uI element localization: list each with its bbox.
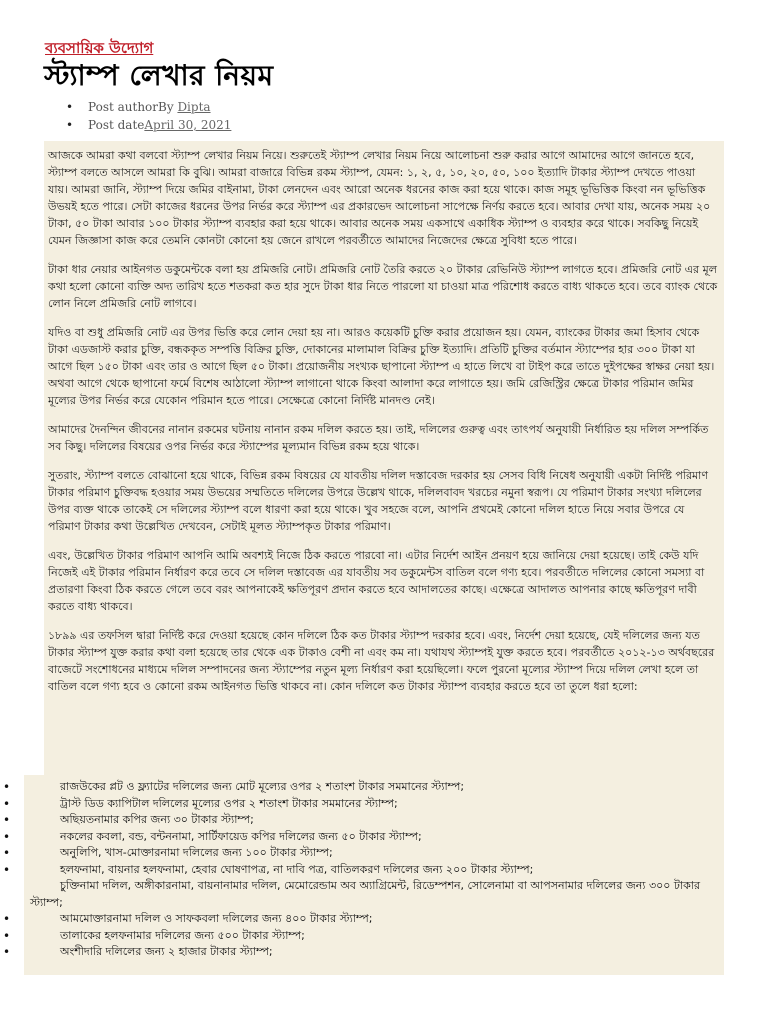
list-item — [0, 779, 724, 796]
bullet-icon: • — [3, 780, 11, 794]
list-item-text: রাজউকের প্লট ও ফ্ল্যাটের দলিলের জন্য মোট মূল্যের ওপর ২ শতাংশ টাকার সমমানের স্ট্যাম্প; — [60, 780, 465, 793]
stamp-list-section — [0, 775, 724, 975]
article-paragraph: ১৮৯৯ এর তফসিল দ্বারা নির্দিষ্ট করে দেওয়া হয়েছে কোন দলিলে ঠিক কত টাকার স্ট্যাম্প দরকার হবে। এবং, নির্দেশ দেয়া হয়েছে, যেই দলিলের জন্য যত টাকার স্ট্যাম্প যুক্ত করার কথা বলা হয়েছে তার থেকে এক টাকাও বেশী না এবং কম না। যথাযথ স্ট্যাম্পই যুক্ত করতে হবে। পরবর্তীতে ২০১২-১৩ অর্থবছরের বাজেটে সংশোধনের মাধ্যমে দলিল সম্পাদনের জন্য স্ট্যাম্পের নতুন মূল্য নির্ধারণ করা হয়েছিলো। ফলে পুরনো মূল্যের স্ট্যাম্প দিয়ে দলিল লেখা হলে তা বাতিল বলে গণ্য হবে ও কোনো রকম আইনগত ভিত্তি থাকবে না। কোন দলিলে কত টাকার স্ট্যাম্প ব্যবহার করতে হবে তা তুলে ধরা হলো: — [48, 629, 715, 693]
list-item — [0, 796, 724, 813]
article-paragraph: এবং, উল্লেখিত টাকার পরিমাণ আপনি আমি অবশ্যই নিজে ঠিক করতে পারবো না। এটার নির্দেশ আইন প্রনয়ণ হয়ে জানিয়ে দেয়া হয়েছে। তাই কেউ যদি নিজেই এই টাকার পরিমান নির্ধারণ করে তবে সে দলিল দস্তাবেজ এর যাবতীয় সব ডকুমেন্টস বাতিল বলে গণ্য হবে। পরবর্তীতে দলিলের কোনো সমস্যা বা প্রতারণা কিংবা ঠিক করতে গেলে তবে বরং আপনাকেই ক্ষতিপূরণ প্রদান করতে হবে আদালতের কাছে। এক্ষেত্রে আদালত আপনার কাছে ক্ষতিপূরণ দাবী করতে বাধ্য থাকবে। — [48, 549, 705, 613]
list-item — [0, 845, 724, 862]
list-item — [0, 911, 724, 928]
list-item — [0, 862, 724, 879]
list-item-text: নকলের কবলা, বন্ড, বন্টননামা, সার্টিফায়েড কপির দলিলের জন্য ৫০ টাকার স্ট্যাম্প; — [60, 829, 422, 843]
post-author-label: Post author — [88, 100, 159, 114]
list-item — [0, 812, 724, 829]
category-link[interactable]: ব্যবসায়িক উদ্যোগ — [45, 39, 154, 57]
stamp-list — [0, 779, 724, 961]
bullet-icon: • — [3, 862, 11, 877]
list-item-text: তালাকের হলফনামার দলিলের জন্য ৫০০ টাকার স্ট্যাম্প; — [60, 928, 305, 942]
post-author-by: By — [158, 100, 178, 114]
list-item-text: অনুলিপি, খাস-মোক্তারনামা দলিলের জন্য ১০০ টাকার স্ট্যাম্প; — [60, 846, 333, 859]
list-item-text: হলফনামা, বায়নার হলফনামা, হেবার ঘোষণাপত্র, না দাবি পত্র, বাতিলকরণ দলিলের জন্য ২০০ টাকার স্ট্যাম্প; — [60, 862, 534, 876]
list-item-text: ট্রাস্ট ডিড ক্যাপিটাল দলিলের মূল্যের ওপর ২ শতাংশ টাকার সমমানের স্ট্যাম্প; — [60, 796, 398, 810]
article-paragraph: সুতরাং, স্ট্যাম্প বলতে বোঝানো হয়ে থাকে, বিভিন্ন রকম বিষয়ের যে যাবতীয় দলিল দস্তাবেজ দরকার হয় সেসব বিধি নিষেধ অনুযায়ী একটা নির্দিষ্ট পরিমাণ টাকার পরিমাণ চুক্তিবদ্ধ হওয়ার সময় উভয়ের সম্মতিতে দলিলের উপরে উল্লেখ থাকে, দলিলবাবদ খরচের নমুনা স্বরূপ। যে পরিমাণ টাকার সংখ্যা দলিলের উপর ব্যক্ত থাকে তাকেই সে দলিলের স্ট্যাম্প বলে ধারণা করা হয়ে থাকে। খুব সহজে বলে, আপনি প্রথমেই কোনো দলিল হাতে নিয়ে সবার উপরে যে পরিমাণ টাকার কথা উল্লেখিত দেখবেন, সেটাই মূলত স্ট্যাম্পকৃত টাকার পরিমাণ। — [48, 469, 708, 533]
post-date-label: Post date — [88, 118, 145, 132]
bullet-icon: • — [3, 829, 11, 844]
list-item-text: চুক্তিনামা দলিল, অঙ্গীকারনামা, বায়নানামার দলিল, মেমোরেন্ডাম অব অ্যাগ্রিমেন্ট, রিডেম্পশন, সোলেনামা বা আপসনামার দলিলের জন্য ৩০০ টাকার স্ট্যাম্প; — [30, 879, 701, 909]
list-item — [0, 878, 724, 911]
post-date — [66, 116, 231, 134]
list-item — [0, 928, 724, 945]
article-body — [44, 141, 724, 777]
article-paragraph: যদিও বা শুধু প্রমিজরি নোট এর উপর ভিত্তি করে লোন দেয়া হয় না। আরও কয়েকটি চুক্তি করার প্রয়োজন হয়। যেমন, ব্যাংকের টাকার জমা হিসাব থেকে টাকা এডজাস্ট করার চুক্তি, বন্ধককৃত সম্পত্তি বিক্রির চুক্তি, দোকানের মালামাল বিক্রির চুক্তি ইত্যাদি। প্রতিটি চুক্তির বর্তমান স্ট্যাম্পের হার ৩০০ টাকা যা আগে ছিল ১৫০ টাকা এবং তার ও আগে ছিল ৫০ টাকা। প্রয়োজনীয় সংখ্যক ছাপানো স্ট্যাম্প এ হাতে লিখে বা টাইপ করে তাতে দুইপক্ষের স্বাক্ষর নেয়া হয়। অথবা আগে থেকে ছাপানো ফর্মে বিশেষ আঠালো স্ট্যাম্প লাগানো থাকে কিংবা আলাদা করে লাগাতে হয়। জমি রেজিস্ট্রির ক্ষেত্রে টাকার পরিমান জমির মূল্যের উপর নির্ভর করে যেকোন পরিমান হতে পারে। সেক্ষেত্রে কোনো নির্দিষ্ট মানদণ্ড নেই। — [48, 326, 715, 407]
bullet-icon: • — [3, 796, 11, 811]
bullet-icon: • — [3, 813, 11, 827]
list-item — [0, 829, 724, 846]
post-author — [66, 98, 231, 116]
post-meta — [66, 98, 231, 134]
bullet-icon: • — [3, 945, 11, 959]
date-link[interactable]: April 30, 2021 — [144, 118, 232, 132]
bullet-icon: • — [3, 928, 11, 943]
article-paragraph: টাকা ধার নেয়ার আইনগত ডকুমেন্টকে বলা হয় প্রমিজরি নোট। প্রমিজরি নোট তৈরি করতে ২০ টাকার রেভিনিউ স্ট্যাম্প লাগতে হবে। প্রমিজরি নোট এর মূল কথা হলো কোনো ব্যক্তি অদ্য তারিখ হতে শতকরা কত হার সুদে টাকা ধার নিতে পারলো যা চাওয়া মাত্র পরিশোধ করতে বাধ্য থাকতে হবে। তবে ব্যাংক থেকে লোন নিলে প্রমিজরি নোট লাগবে। — [48, 263, 718, 310]
author-link[interactable]: Dipta — [177, 100, 211, 114]
bullet-icon: • — [3, 912, 11, 926]
article-paragraph: আজকে আমরা কথা বলবো স্ট্যাম্প লেখার নিয়ম নিয়ে। শুরুতেই স্ট্যাম্প লেখার নিয়ম নিয়ে আলোচনা শুরু করার আগে আমাদের আগে জানতে হবে, স্ট্যাম্প বলতে আসলে আমরা কি বুঝি। আমরা বাজারে বিভিন্ন রকম স্ট্যাম্প, যেমন: ১, ২, ৫, ১০, ২০, ৫০, ১০০ ইত্যাদি টাকার স্ট্যাম্প দেখতে পাওয়া যায়। আমরা জানি, স্ট্যাম্প দিয়ে জমির বাইনামা, টাকা লেনদেন এবং আরো অনেক ধরনের কাজ করা হয়ে থাকে। কাজ সমূহ ভূভিত্তিক কিংবা নন ভূভিত্তিক উভয়ই হতে পারে। সেটা কাজের ধরনের উপর নির্ভর করে স্ট্যাম্প এর প্রকারভেদ আলোচনা সাপেক্ষে নির্ণয় করতে হবে। আবার দেখা যায়, অনেক সময় ২০ টাকা, ৫০ টাকা আবার ১০০ টাকার স্ট্যাম্প ব্যবহার করা হয়ে থাকে। আবার অনেক সময় একসাথে একাধিক স্ট্যাম্প ও ব্যবহার করে থাকে। সবকিছু নিয়েই যেমন জিজ্ঞাসা কাজ করে তেমনি কোনটা কোনো হয় জেনে রাখলে পরবর্তীতে আমাদের নিজেদের ক্ষেত্রে সুবিধা হতে পারে। — [48, 149, 711, 247]
bullet-icon: • — [3, 846, 11, 860]
list-item-text: অছিয়তনামার কপির জন্য ৩০ টাকার স্ট্যাম্প; — [60, 813, 254, 826]
page-title: স্ট্যাম্প লেখার নিয়ম — [44, 59, 274, 92]
list-item-text: অংশীদারি দলিলের জন্য ২ হাজার টাকার স্ট্যাম্প; — [60, 945, 273, 958]
list-item — [0, 944, 724, 961]
list-item-text: আমমোক্তারনামা দলিল ও সাফকবলা দলিলের জন্য ৪০০ টাকার স্ট্যাম্প; — [60, 912, 373, 925]
article-paragraph: আমাদের দৈনন্দিন জীবনের নানান রকমের ঘটনায় নানান রকম দলিল করতে হয়। তাই, দলিলের গুরুত্ব এবং তাৎপর্য অনুযায়ী নির্ধারিত হয় দলিল সম্পর্কিত সব কিছু। দলিলের বিষয়ের ওপর নির্ভর করে স্ট্যাম্পের মূল্যমান বিভিন্ন রকম হয়ে থাকে। — [48, 423, 709, 453]
